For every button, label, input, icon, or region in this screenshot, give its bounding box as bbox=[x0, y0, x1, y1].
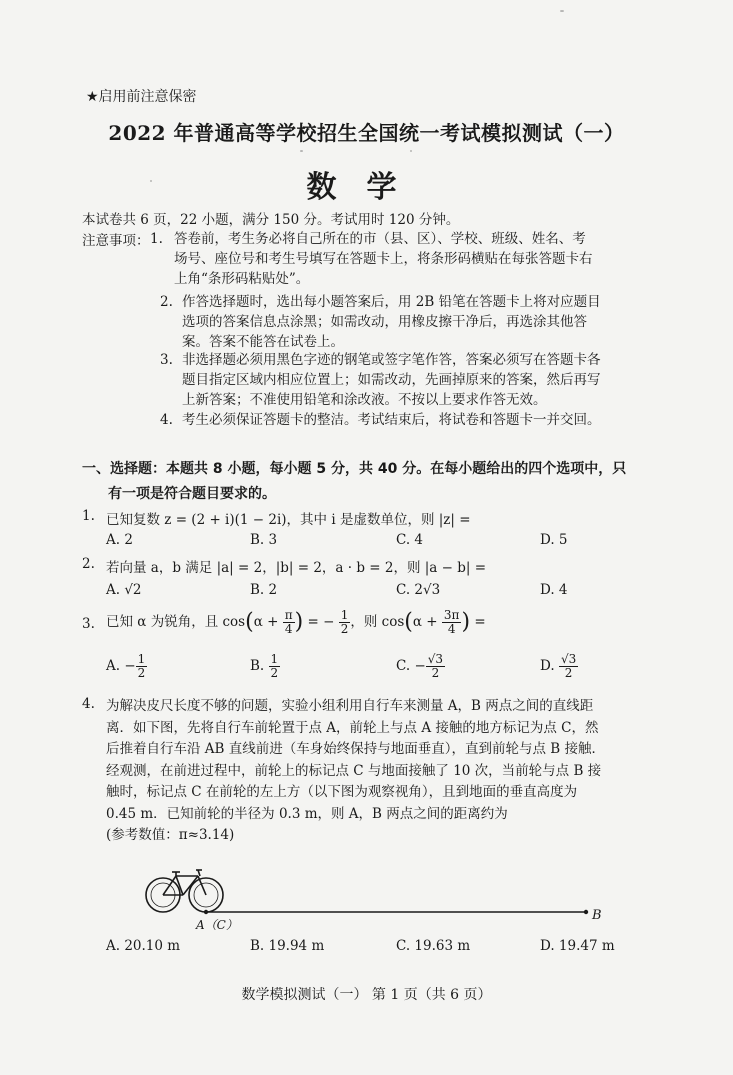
question-2-text: 若向量 a，b 满足 |a| = 2，|b| = 2，a · b = 2，则 |a − b| = bbox=[106, 560, 487, 576]
q3-eq: = − bbox=[307, 614, 335, 630]
q3-option-b bbox=[250, 650, 280, 682]
note-line: 上新答案；不准使用铅笔和涂改液。不按以上要求作答无效。 bbox=[182, 392, 547, 408]
q3-then: ，则 cos bbox=[350, 614, 405, 630]
frac-numerator: 3π bbox=[443, 608, 460, 622]
frac-numerator: π bbox=[284, 608, 293, 622]
point-b bbox=[584, 910, 588, 914]
q3-frac-half bbox=[339, 609, 351, 636]
note-line: 场号、座位号和考生号填写在答题卡上，将条形码横贴在每张答题卡右 bbox=[174, 251, 593, 267]
note-line: 作答选择题时，选出每小题答案后，用 2B 铅笔在答题卡上将对应题目 bbox=[182, 294, 601, 310]
q4-line: 0.45 m．已知前轮的半径为 0.3 m，则 A，B 两点之间的距离约为 bbox=[106, 805, 508, 822]
note-text bbox=[182, 292, 601, 352]
option-label: D. bbox=[540, 658, 555, 674]
q2-option-b: B. 2 bbox=[250, 582, 278, 598]
q3-option-d bbox=[540, 650, 578, 682]
note-item bbox=[160, 350, 173, 370]
q4-line: 经观测，在前进过程中，前轮上的标记点 C 与地面接触了 10 次，当前轮与点 B 接 bbox=[106, 762, 602, 779]
q2-option-c: C. 2√3 bbox=[396, 582, 441, 598]
subject-title: 数学 bbox=[306, 170, 427, 205]
note-line: 题目指定区域内相应位置上；如需改动，先画掉原来的答案，然后再写 bbox=[182, 372, 601, 388]
scan-speck bbox=[150, 180, 152, 182]
note-number: 1. bbox=[150, 231, 163, 247]
question-3-text: 已知 α 为锐角，且 cos(α + $\frac{\pi}{4}$ ) = − $\frac{1}{2}$ ，则 cos(α + $\frac{3\pi}{4}$ ) = bbox=[106, 608, 486, 636]
note-text bbox=[182, 350, 601, 410]
frac-denominator: 4 bbox=[447, 622, 456, 636]
exam-intro: 本试卷共 6 页，22 小题，满分 150 分。考试用时 120 分钟。 bbox=[82, 212, 460, 228]
note-line: 案。答案不能答在试卷上。 bbox=[182, 334, 344, 350]
question-3-number: 3. bbox=[82, 616, 95, 632]
note-item bbox=[150, 229, 163, 249]
frac-denominator: 4 bbox=[284, 622, 293, 636]
label-a-c: A（C） bbox=[196, 918, 238, 932]
frac-numerator: √3 bbox=[427, 652, 444, 666]
q3-arg1: α + bbox=[253, 614, 279, 630]
question-2-number: 2. bbox=[82, 556, 95, 572]
section-heading: 一、选择题：本题共 8 小题，每小题 5 分，共 40 分。在每小题给出的四个选项中，只 bbox=[82, 461, 627, 477]
q4-line: 为解决皮尺长度不够的问题，实验小组利用自行车来测量 A，B 两点之间的直线距 bbox=[106, 698, 594, 714]
q4-line: 离．如下图，先将自行车前轮置于点 A，前轮上与点 A 接触的地方标记为点 C，然 bbox=[106, 719, 599, 736]
option-sign: − bbox=[414, 658, 426, 674]
option-label: B. bbox=[250, 658, 265, 674]
frac-denominator: 2 bbox=[431, 666, 440, 680]
q3-frac-3pi-4 bbox=[442, 609, 462, 636]
q4-option-d: D. 19.47 m bbox=[540, 938, 615, 954]
q4-option-a: A. 20.10 m bbox=[106, 938, 181, 954]
frac-numerator: 1 bbox=[137, 652, 146, 666]
note-number: 2. bbox=[160, 294, 173, 310]
point-a bbox=[204, 910, 208, 914]
frac-denominator: 2 bbox=[137, 666, 146, 680]
q2-option-d: D. 4 bbox=[540, 582, 568, 598]
scan-speck bbox=[560, 10, 564, 12]
option-fraction bbox=[136, 653, 148, 680]
note-number: 4. bbox=[160, 412, 173, 428]
frac-denominator: 2 bbox=[270, 666, 279, 680]
q4-line: 触时，标记点 C 在前轮的左上方（以下图为观察视角），且到地面的垂直高度为 bbox=[106, 784, 578, 800]
option-fraction bbox=[559, 653, 578, 680]
q3-end: = bbox=[474, 614, 486, 630]
option-label: C. bbox=[396, 658, 411, 674]
q4-option-b: B. 19.94 m bbox=[250, 938, 325, 954]
notes-label: 注意事项： bbox=[82, 233, 150, 249]
option-label: A. bbox=[106, 658, 121, 674]
q1-option-a: A. 2 bbox=[106, 532, 133, 548]
frac-numerator: √3 bbox=[560, 652, 577, 666]
q4-option-c: C. 19.63 m bbox=[396, 938, 471, 954]
frac-numerator: 1 bbox=[340, 608, 349, 622]
scan-speck bbox=[300, 150, 303, 152]
question-1-number: 1. bbox=[82, 508, 95, 524]
question-4-number: 4. bbox=[82, 696, 95, 712]
q4-line: 后推着自行车沿 AB 直线前进（车身始终保持与地面垂直），直到前轮与点 B 接触． bbox=[106, 741, 606, 757]
option-sign: − bbox=[124, 658, 136, 674]
note-line: 上角“条形码粘贴处”。 bbox=[174, 271, 310, 287]
note-line: 非选择题必须用黑色字迹的钢笔或签字笔作答，答案必须写在答题卡各 bbox=[182, 352, 601, 368]
frac-denominator: 2 bbox=[340, 622, 349, 636]
confidential-mark: ★启用前注意保密 bbox=[86, 89, 197, 105]
note-text bbox=[182, 410, 601, 430]
q3-frac-pi-4 bbox=[283, 609, 295, 636]
note-number: 3. bbox=[160, 352, 173, 368]
page-footer: 数学模拟测试（一） 第 1 页（共 6 页） bbox=[241, 987, 492, 1003]
frac-denominator: 2 bbox=[564, 666, 573, 680]
bicycle-icon bbox=[146, 870, 223, 912]
q3-arg2: α + bbox=[412, 614, 438, 630]
q1-option-d: D. 5 bbox=[540, 532, 568, 548]
label-b: B bbox=[592, 908, 602, 923]
note-line: 考生必须保证答题卡的整洁。考试结束后，将试卷和答题卡一并交回。 bbox=[182, 412, 601, 428]
frac-numerator: 1 bbox=[270, 652, 279, 666]
note-text bbox=[174, 229, 593, 289]
note-item bbox=[160, 410, 173, 430]
q3-option-a bbox=[106, 650, 147, 682]
option-fraction bbox=[269, 653, 281, 680]
q4-line: (参考数值：π≈3.14) bbox=[106, 827, 235, 843]
section-heading-continued: 有一项是符合题目要求的。 bbox=[108, 486, 276, 502]
q1-option-c: C. 4 bbox=[396, 532, 424, 548]
scan-speck bbox=[410, 150, 412, 152]
note-item bbox=[160, 292, 173, 312]
exam-title: 2022 年普通高等学校招生全国统一考试模拟测试（一） bbox=[108, 121, 625, 145]
question-1-text: 已知复数 z = (2 + i)(1 − 2i)，其中 i 是虚数单位，则 |z| = bbox=[106, 512, 471, 528]
question-4-text bbox=[106, 696, 605, 847]
note-line: 答卷前，考生务必将自己所在的市（县、区）、学校、班级、姓名、考 bbox=[174, 231, 586, 247]
q1-option-b: B. 3 bbox=[250, 532, 278, 548]
q2-option-a: A. √2 bbox=[106, 582, 142, 598]
q3-text-pre: 已知 α 为锐角，且 cos bbox=[106, 614, 246, 630]
note-line: 选项的答案信息点涂黑；如需改动，用橡皮擦干净后，再选涂其他答 bbox=[182, 314, 587, 330]
q3-option-c bbox=[396, 650, 445, 682]
option-fraction bbox=[426, 653, 445, 680]
